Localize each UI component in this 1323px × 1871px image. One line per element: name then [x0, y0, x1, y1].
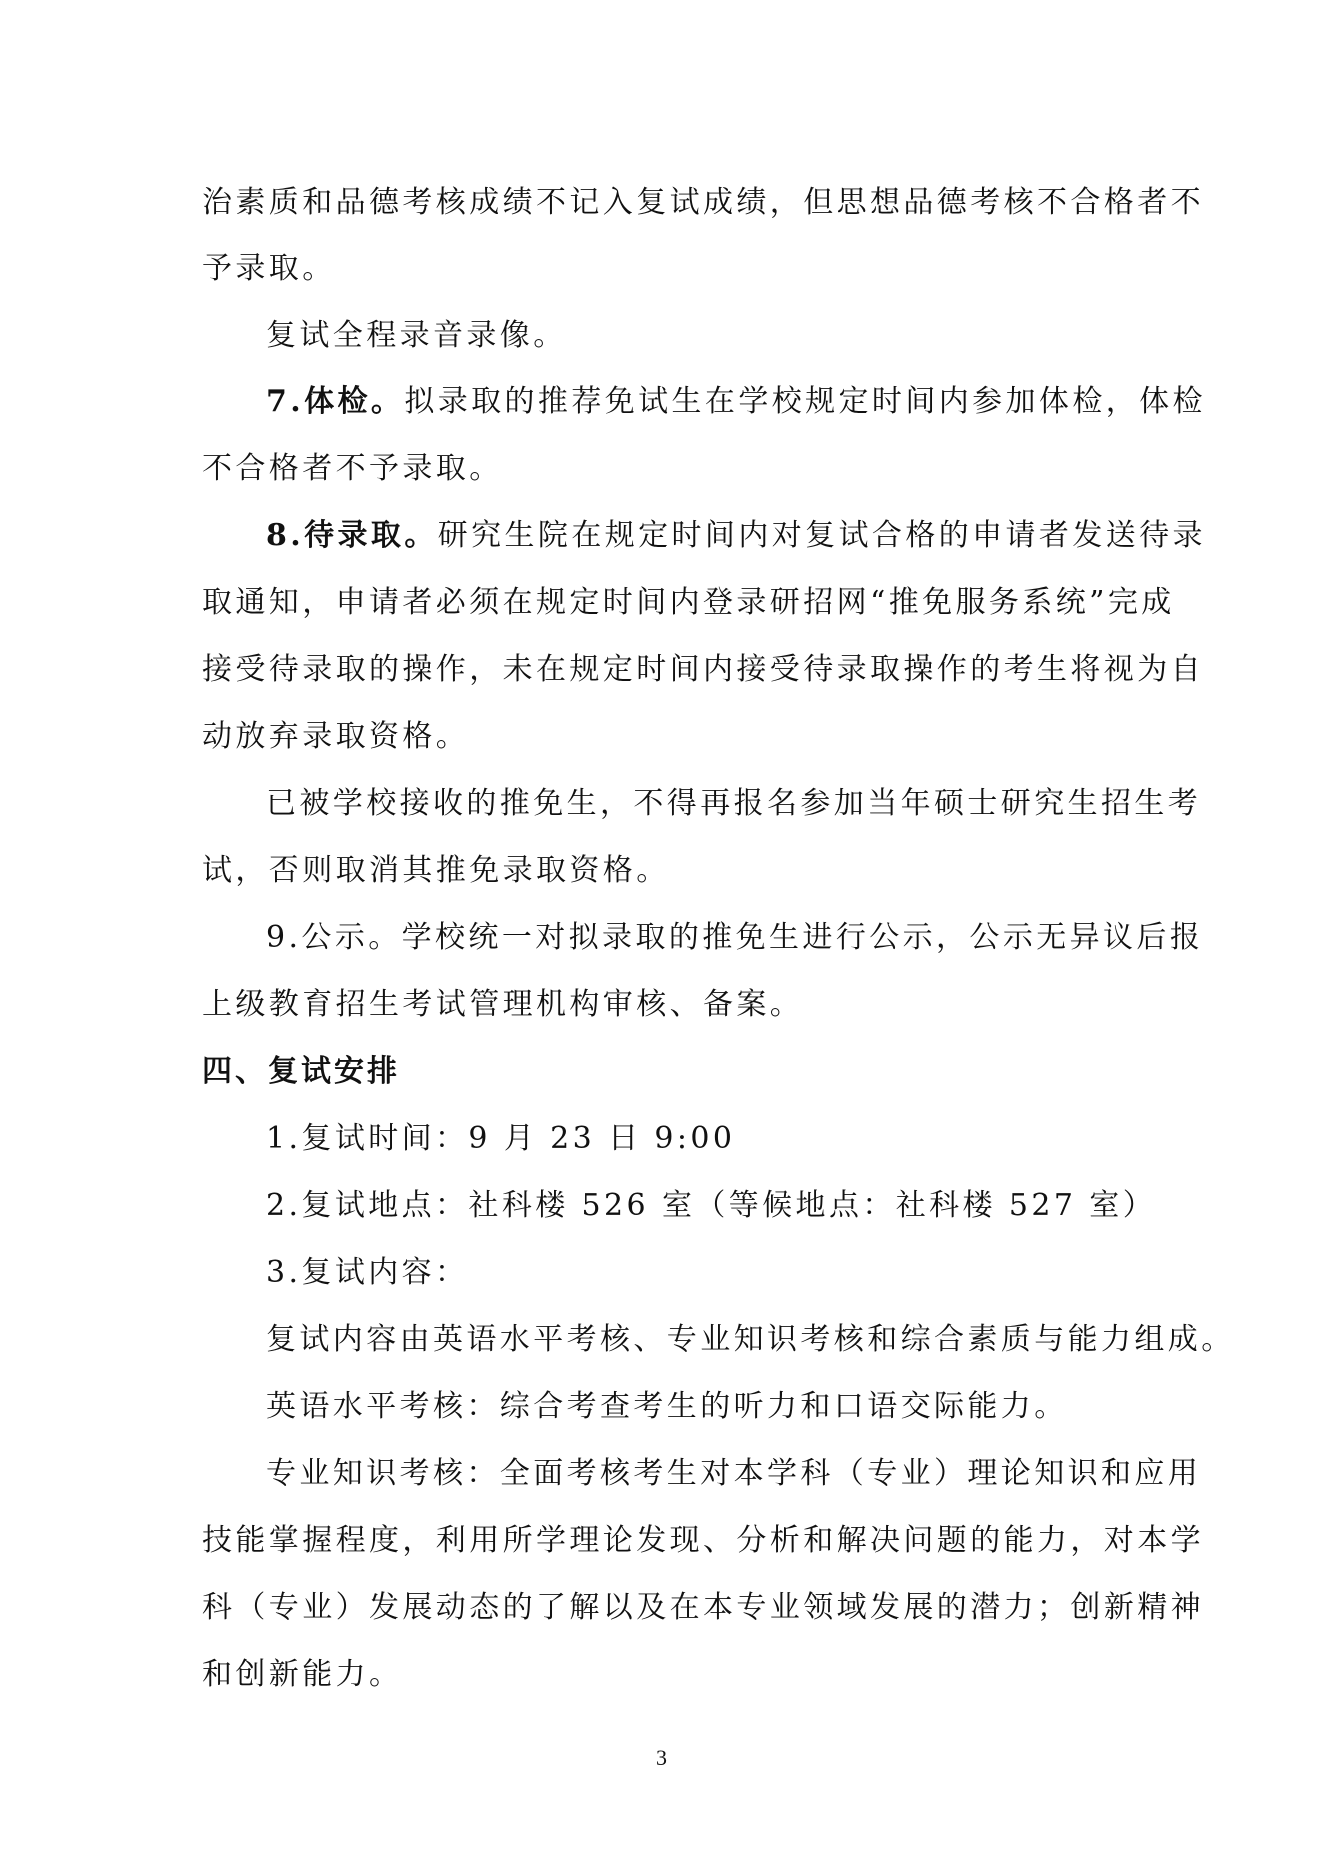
- page-number: 3: [656, 1745, 667, 1770]
- paragraph-line: 不合格者不予录取。: [202, 451, 503, 486]
- paragraph-line: 复试全程录音录像。: [266, 318, 567, 353]
- paragraph-label: 8.待录取。: [266, 518, 438, 553]
- paragraph-line: 试，否则取消其推免录取资格。: [202, 853, 670, 888]
- paragraph-line: 9.公示。学校统一对拟录取的推免生进行公示，公示无异议后报: [266, 920, 1204, 955]
- paragraph-line: 取通知，申请者必须在规定时间内登录研招网“推免服务系统”完成: [202, 585, 1175, 620]
- paragraph-line: 专业知识考核：全面考核考生对本学科（专业）理论知识和应用: [266, 1456, 1202, 1491]
- paragraph-line: 上级教育招生考试管理机构审核、备案。: [202, 987, 804, 1022]
- paragraph-line: 科（专业）发展动态的了解以及在本专业领域发展的潜力；创新精神: [202, 1590, 1204, 1625]
- paragraph-label: 7.体检。: [266, 384, 405, 419]
- paragraph-line: 治素质和品德考核成绩不记入复试成绩，但思想品德考核不合格者不: [202, 185, 1204, 220]
- list-item: 2.复试地点：社科楼 526 室（等候地点：社科楼 527 室）: [266, 1188, 1157, 1223]
- paragraph-line: [266, 382, 1206, 422]
- paragraph-line: 予录取。: [202, 251, 336, 286]
- paragraph-line: 复试内容由英语水平考核、专业知识考核和综合素质与能力组成。: [266, 1322, 1235, 1357]
- paragraph-line: 技能掌握程度，利用所学理论发现、分析和解决问题的能力，对本学: [202, 1523, 1204, 1558]
- paragraph-line: 接受待录取的操作，未在规定时间内接受待录取操作的考生将视为自: [202, 652, 1204, 687]
- paragraph-text: 拟录取的推荐免试生在学校规定时间内参加体检，体检: [404, 384, 1206, 419]
- paragraph-line: 英语水平考核：综合考查考生的听力和口语交际能力。: [266, 1389, 1068, 1424]
- paragraph-line: 已被学校接收的推免生，不得再报名参加当年硕士研究生招生考: [266, 786, 1202, 821]
- section-heading: 四、复试安排: [202, 1054, 400, 1089]
- list-item: 3.复试内容：: [266, 1255, 469, 1290]
- list-item: 1.复试时间：9 月 23 日 9:00: [266, 1121, 736, 1156]
- paragraph-line: [266, 516, 1206, 556]
- paragraph-line: 和创新能力。: [202, 1657, 403, 1692]
- paragraph-line: 动放弃录取资格。: [202, 719, 470, 754]
- paragraph-text: 研究生院在规定时间内对复试合格的申请者发送待录: [437, 518, 1206, 553]
